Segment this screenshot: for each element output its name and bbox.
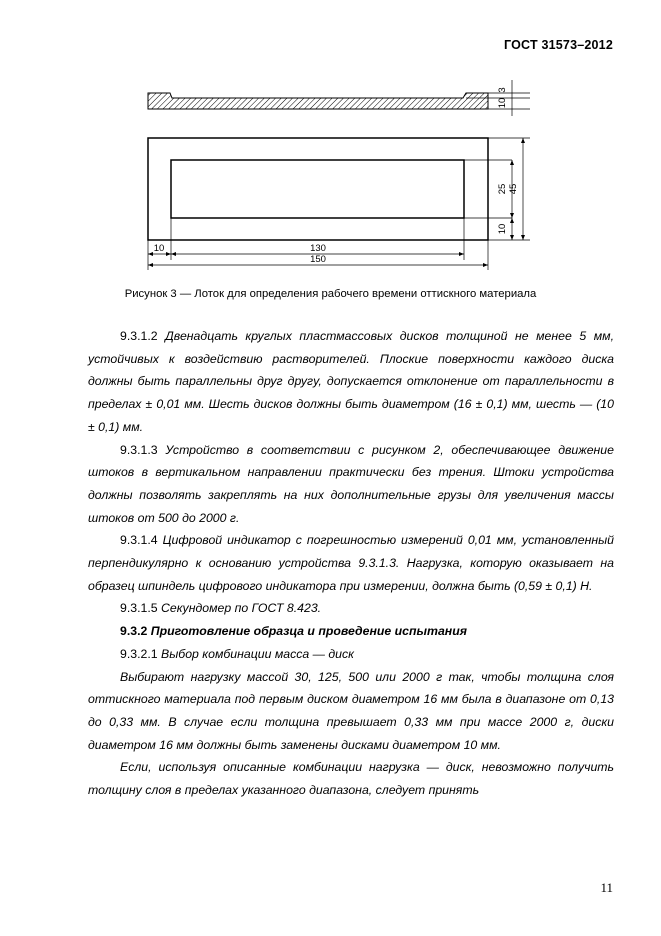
paragraph-load-selection: Выбирают нагрузку массой 30, 125, 500 или 2000 г так, чтобы толщина слоя оттискного материала под первым диском диаметром 16 мм была в диапазоне от 0,13 до 0,33 мм. В случае если толщина превышает 0,33 мм при массе 2000 г, диски диаметром 16 мм должны быть заменены дисками диаметром 10 мм.: [88, 669, 614, 752]
paragraph-9-3-1-2: [88, 325, 614, 439]
clause-number: 9.3.2.1: [120, 646, 158, 661]
dim-10-section: 10: [497, 97, 508, 109]
paragraph-9-3-1-5: [88, 597, 614, 620]
paragraph-9-3-1-3: [88, 439, 614, 530]
dim-3: 3: [497, 87, 508, 93]
dim-45: 45: [508, 183, 519, 195]
section-heading-text: Приготовление образца и проведение испытания: [150, 624, 467, 639]
tray-drawing: [0, 0, 661, 290]
paragraph-9-3-2-1: [88, 643, 614, 666]
dim-25: 25: [497, 183, 508, 195]
paragraph-text: Цифровой индикатор с погрешностью измерений 0,01 мм, установленный перпендикулярно к основанию устройства 9.3.1.3. Нагрузка, которую оказывает на образец шпиндель цифрового индикатора при измерении, должна быть (0,59 ± 0,1) Н.: [88, 533, 614, 593]
paragraph-9-3-1-4: [88, 529, 614, 597]
paragraph-text: Устройство в соответствии с рисунком 2, обеспечивающее движение штоков в вертикальном направлении практически без трения. Штоки устройства должны позволять закреплять на них дополнительные грузы для увеличения массы штоков от 500 до 2000 г.: [88, 442, 614, 525]
clause-number: 9.3.1.2: [120, 329, 158, 343]
paragraph-text: Секундомер по ГОСТ 8.423.: [161, 601, 322, 616]
clause-number: 9.3.1.4: [120, 533, 158, 548]
dim-10-right: 10: [497, 223, 508, 235]
page-number: 11: [600, 880, 613, 895]
dim-130: 130: [310, 243, 326, 254]
paragraph-if-impossible: Если, используя описанные комбинации нагрузка — диск, невозможно получить толщину слоя в пределах указанного диапазона, следует принять: [88, 760, 614, 798]
standard-header: ГОСТ 31573–2012: [504, 38, 613, 52]
paragraph-text: Выбор комбинации масса — диск: [161, 646, 354, 661]
paragraph-text: Двенадцать круглых пластмассовых дисков толщиной не менее 5 мм, устойчивых к воздействию растворителей. Плоские поверхности каждого диска должны быть параллельны друг другу, допускается отклонение от параллельности в пределах ± 0,01 мм. Шесть дисков должны быть диаметром (16 ± 0,1) мм, шесть — (10 ± 0,1) мм.: [88, 329, 614, 434]
clause-number: 9.3.1.5: [120, 601, 158, 616]
dim-150: 150: [310, 254, 326, 265]
dim-10-bottom: 10: [153, 243, 165, 254]
body-text: [88, 325, 614, 802]
clause-number: 9.3.2: [120, 624, 148, 639]
tray-plan-view: [148, 138, 530, 270]
clause-number: 9.3.1.3: [120, 442, 158, 457]
tray-section-view: [148, 80, 530, 116]
section-heading-9-3-2: [88, 620, 614, 643]
figure-caption: Рисунок 3 — Лоток для определения рабочего времени оттискного материала: [124, 288, 537, 300]
